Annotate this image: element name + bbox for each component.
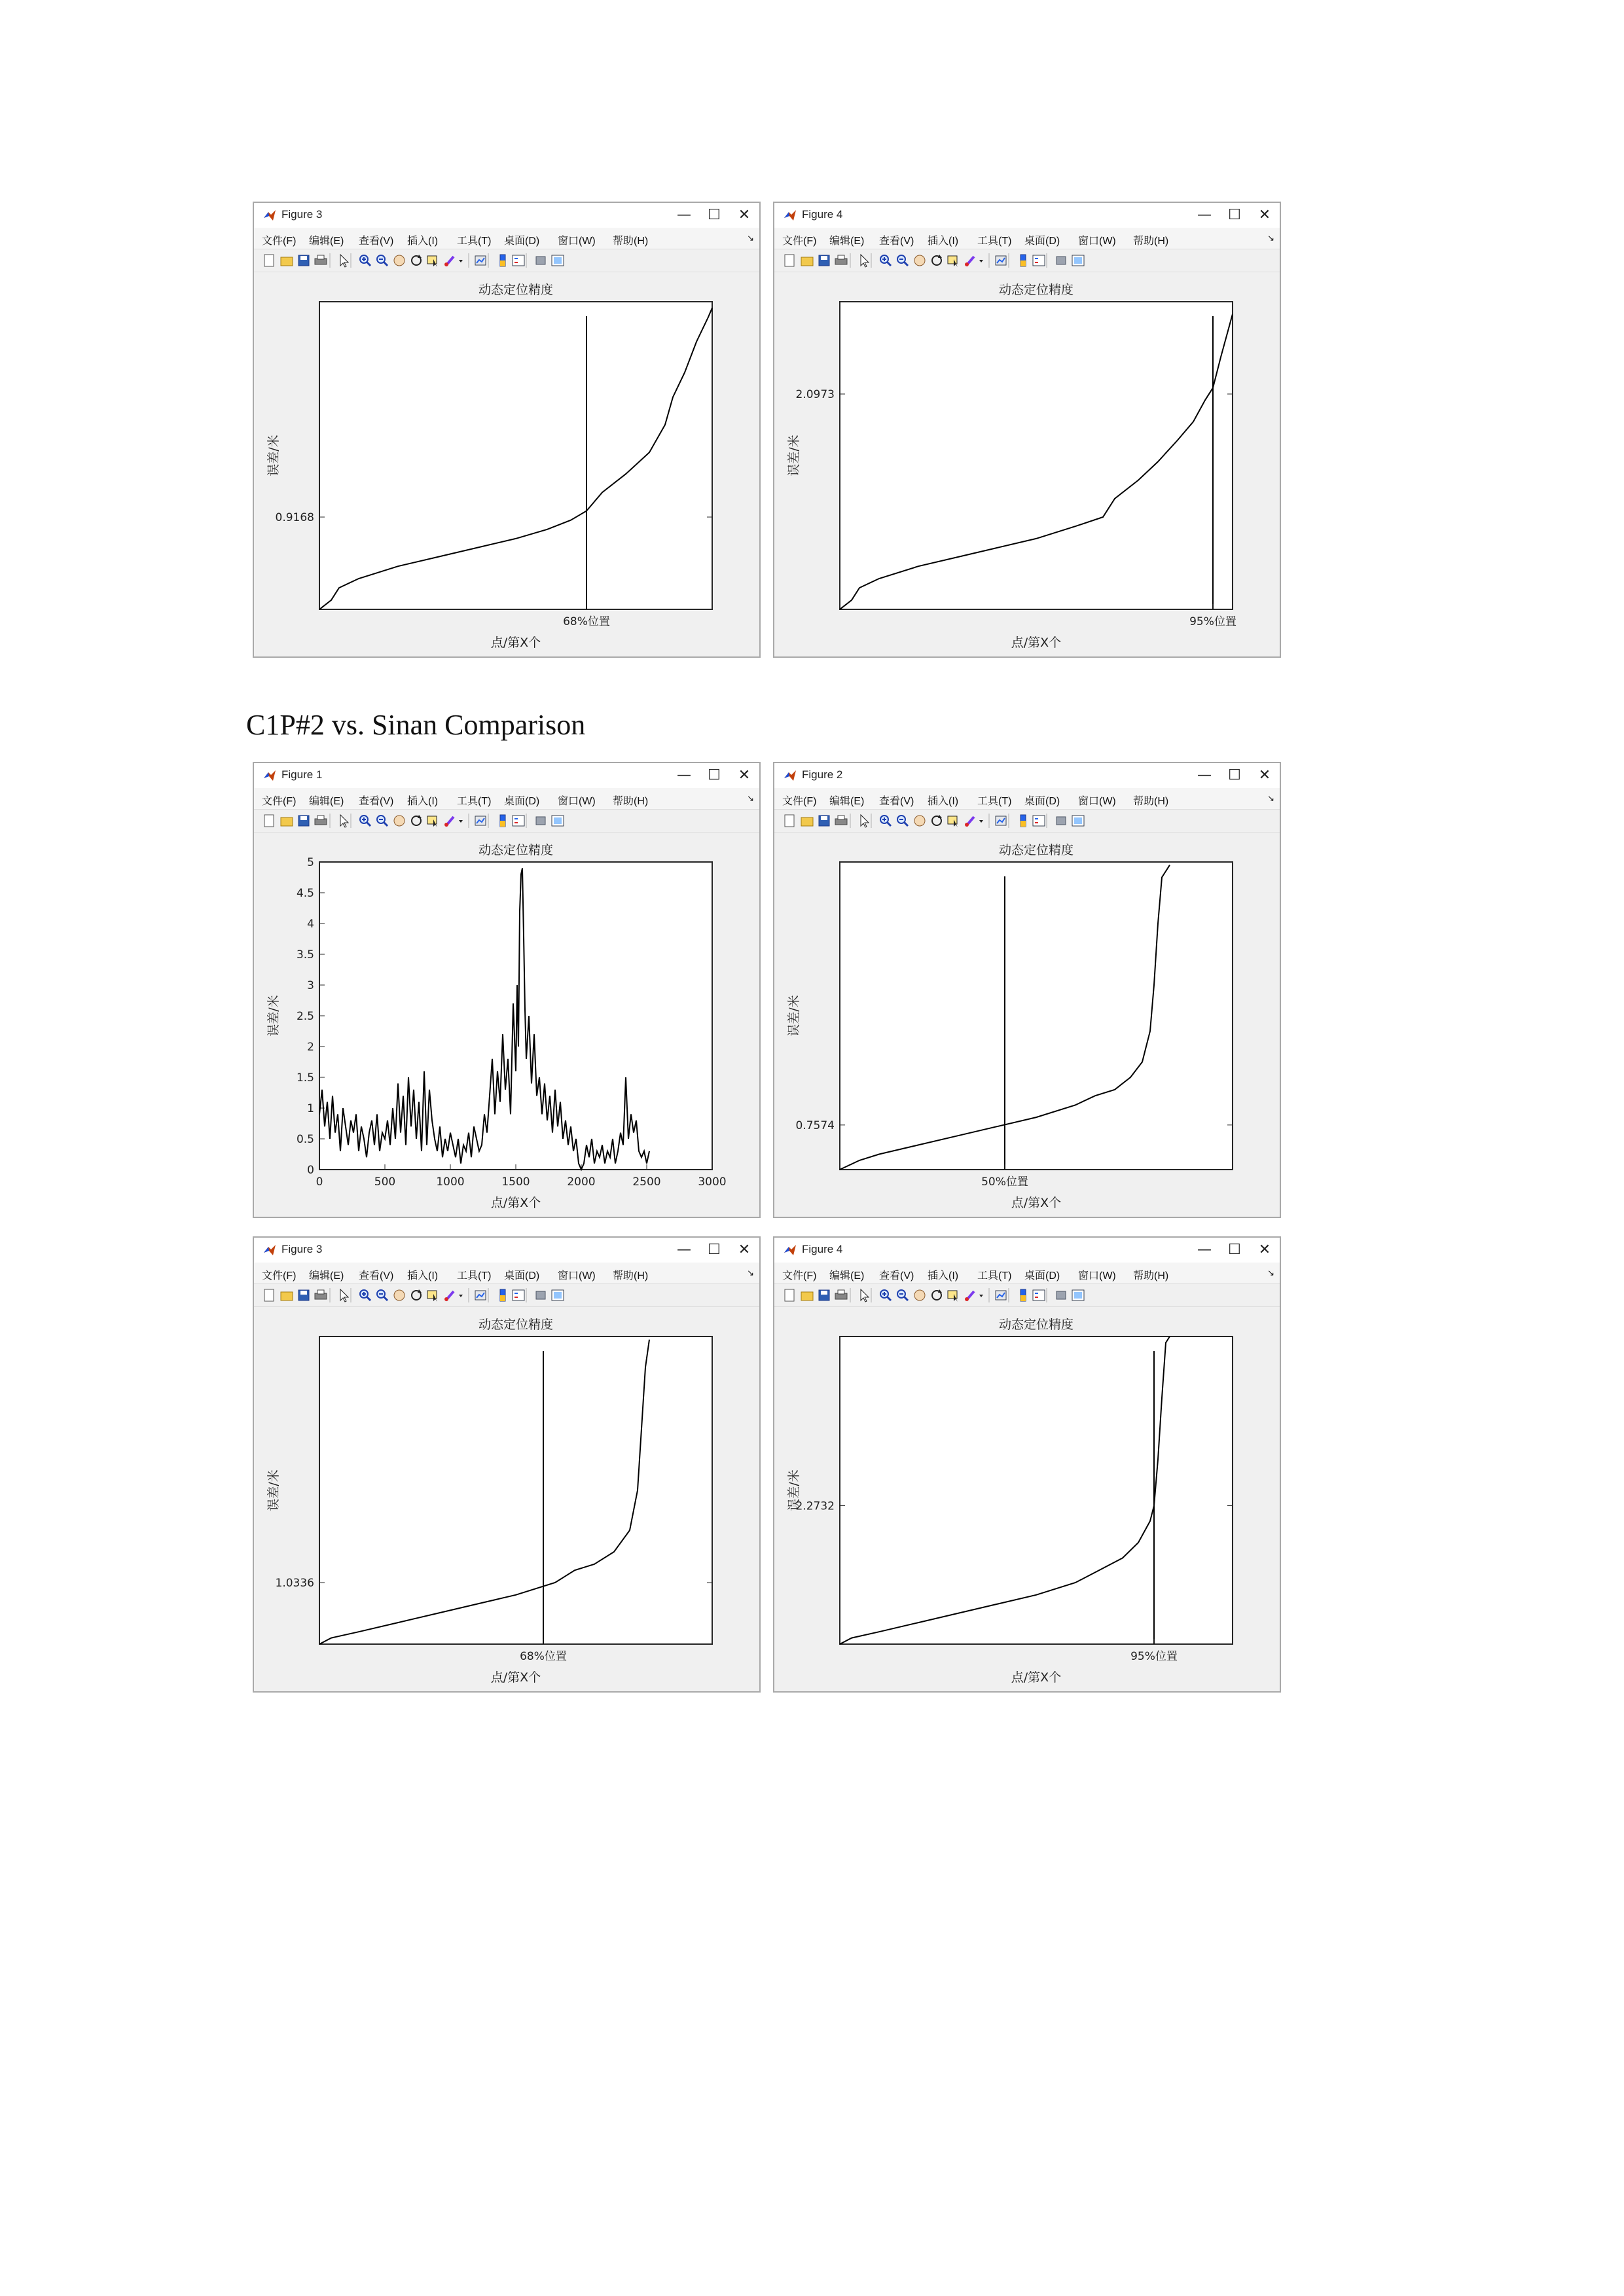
maximize-button[interactable]: ☐ [708,1242,721,1258]
hide-plot-tools-icon[interactable] [1056,1291,1066,1299]
close-button[interactable]: ✕ [1258,1242,1271,1258]
pan-icon[interactable] [914,255,925,266]
y-tick-label: 2.5 [296,1010,314,1023]
insert-legend-icon[interactable] [513,1290,524,1300]
chart-title: 动态定位精度 [998,283,1074,297]
insert-legend-icon[interactable] [1033,1290,1045,1300]
axes-box [840,1336,1233,1644]
window-title: Figure 3 [281,1243,323,1255]
y-tick-label: 1.0336 [275,1577,314,1590]
menu-item[interactable]: 工具(T) [457,796,492,807]
menu-item[interactable]: 帮助(H) [613,796,649,807]
figure-window [773,202,1281,658]
menu-bar [774,228,1280,249]
brush-dropdown-icon[interactable] [979,260,983,262]
insert-legend-icon[interactable] [1033,816,1045,826]
new-figure-icon[interactable] [785,1289,794,1301]
maximize-button[interactable]: ☐ [1228,207,1241,223]
maximize-button[interactable]: ☐ [1228,767,1241,783]
x-axis-label: 点/第X个 [490,1196,541,1210]
menu-item[interactable]: 帮助(H) [1133,236,1169,247]
dock-arrow-icon[interactable]: ↘ [747,793,754,803]
title-bar[interactable] [774,763,1280,788]
dock-arrow-icon[interactable]: ↘ [1267,233,1274,243]
open-file-icon[interactable] [801,1292,813,1300]
zoom-out-icon[interactable] [377,255,388,266]
menu-item[interactable]: 编辑(E) [309,236,344,247]
window-title: Figure 3 [281,208,323,221]
brush-dropdown-icon[interactable] [979,820,983,823]
rotate-3d-icon[interactable] [932,815,942,825]
open-file-icon[interactable] [801,257,813,266]
menu-item[interactable]: 文件(F) [782,236,817,247]
close-button[interactable]: ✕ [1258,767,1271,783]
x-tick-label: 68%位置 [520,1650,567,1663]
figure-window [253,1236,761,1693]
y-tick-label: 2 [307,1041,314,1054]
axes-box [840,862,1233,1170]
zoom-out-icon[interactable] [897,816,908,826]
y-tick-label: 0.5 [296,1133,314,1146]
axes-box [319,1336,712,1644]
brush-icon[interactable] [444,1291,454,1301]
rotate-3d-icon[interactable] [932,1289,942,1300]
menu-item[interactable]: 插入(I) [928,236,959,247]
figure-toolbar [774,809,1280,833]
minimize-button[interactable]: — [1197,207,1212,223]
menu-item[interactable]: 查看(V) [879,1270,914,1282]
dock-arrow-icon[interactable]: ↘ [1267,793,1274,803]
menu-item[interactable]: 编辑(E) [309,796,344,807]
menu-item[interactable]: 桌面(D) [504,236,540,247]
title-bar[interactable] [254,763,759,788]
show-plot-tools-icon[interactable] [1072,255,1084,266]
y-tick-label: 2.2732 [795,1499,835,1513]
menu-item[interactable]: 桌面(D) [504,796,540,807]
y-axis-label: 误差/米 [787,435,801,476]
figure-window [253,762,761,1218]
close-button[interactable]: ✕ [738,767,751,783]
rotate-3d-icon[interactable] [412,815,422,825]
minimize-button[interactable]: — [677,207,691,223]
x-tick-label: 95%位置 [1189,615,1236,628]
brush-icon[interactable] [965,257,974,266]
menu-item[interactable]: 桌面(D) [1024,796,1060,807]
dock-arrow-icon[interactable]: ↘ [1267,1268,1274,1278]
show-plot-tools-icon[interactable] [552,255,564,266]
close-button[interactable]: ✕ [738,207,751,223]
rotate-3d-icon[interactable] [932,255,942,265]
menu-item[interactable]: 帮助(H) [613,1270,649,1282]
menu-item[interactable]: 查看(V) [879,236,914,247]
new-figure-icon[interactable] [264,255,274,266]
data-cursor-icon[interactable] [948,1291,958,1302]
plot-canvas [774,272,1280,656]
menu-item[interactable]: 查看(V) [359,796,394,807]
insert-colorbar-icon[interactable] [500,255,505,266]
print-icon[interactable] [315,816,327,825]
minimize-button[interactable]: — [677,1242,691,1258]
menu-item[interactable]: 帮助(H) [1133,796,1169,807]
window-title: Figure 1 [281,768,323,781]
zoom-in-icon[interactable] [360,255,370,266]
figure-toolbar [254,1283,759,1307]
print-icon[interactable] [835,1290,847,1299]
insert-legend-icon[interactable] [1033,255,1045,266]
x-tick-label: 500 [374,1175,396,1189]
save-icon[interactable] [298,255,309,266]
menu-item[interactable]: 帮助(H) [1133,1270,1169,1282]
menu-item[interactable]: 文件(F) [262,1270,297,1282]
y-tick-label: 1.5 [296,1071,314,1085]
matlab-icon [263,209,276,222]
plot-canvas [254,272,759,656]
brush-icon[interactable] [444,257,454,266]
zoom-in-icon[interactable] [360,1290,370,1300]
data-cursor-icon[interactable] [948,256,958,267]
menu-item[interactable]: 插入(I) [928,796,959,807]
figure-toolbar [774,1283,1280,1307]
zoom-in-icon[interactable] [880,1290,891,1300]
show-plot-tools-icon[interactable] [1072,816,1084,826]
zoom-out-icon[interactable] [377,1290,388,1300]
edit-plot-icon[interactable] [861,815,869,827]
brush-icon[interactable] [444,817,454,827]
new-figure-icon[interactable] [264,1289,274,1301]
pan-icon[interactable] [914,816,925,826]
hide-plot-tools-icon[interactable] [1056,257,1066,264]
title-bar[interactable] [774,1238,1280,1263]
brush-icon[interactable] [965,1291,974,1301]
link-plot-icon[interactable] [996,256,1006,265]
edit-plot-icon[interactable] [861,255,869,267]
new-figure-icon[interactable] [264,815,274,827]
save-icon[interactable] [819,255,829,266]
x-tick-label: 95%位置 [1130,1650,1178,1663]
x-tick-label: 68%位置 [563,615,610,628]
menu-item[interactable]: 文件(F) [782,796,817,807]
title-bar[interactable] [254,203,759,228]
matlab-icon [263,1244,276,1257]
maximize-button[interactable]: ☐ [708,767,721,783]
edit-plot-icon[interactable] [340,255,348,267]
menu-item[interactable]: 查看(V) [359,1270,394,1282]
matlab-icon [784,769,797,782]
menu-item[interactable]: 工具(T) [977,236,1012,247]
maximize-button[interactable]: ☐ [1228,1242,1241,1258]
save-icon[interactable] [298,1290,309,1300]
insert-colorbar-icon[interactable] [1020,815,1026,827]
menu-item[interactable]: 窗口(W) [1078,1270,1116,1282]
menu-item[interactable]: 窗口(W) [1078,796,1116,807]
window-title: Figure 2 [802,768,843,781]
insert-legend-icon[interactable] [513,816,524,826]
plot-canvas [254,833,759,1217]
dock-arrow-icon[interactable]: ↘ [747,233,754,243]
y-tick-label: 3.5 [296,948,314,961]
link-plot-icon[interactable] [475,1291,486,1300]
data-cursor-icon[interactable] [948,816,958,827]
insert-colorbar-icon[interactable] [1020,255,1026,266]
menu-item[interactable]: 编辑(E) [309,1270,344,1282]
matlab-icon [263,769,276,782]
figure-toolbar [774,249,1280,272]
plot-canvas [774,833,1280,1217]
brush-icon[interactable] [965,817,974,827]
show-plot-tools-icon[interactable] [552,1290,564,1300]
print-icon[interactable] [315,255,327,264]
y-tick-label: 3 [307,979,314,992]
section-heading: C1P#2 vs. Sinan Comparison [246,709,586,741]
x-axis-label: 点/第X个 [1011,1670,1062,1685]
open-file-icon[interactable] [281,1292,293,1300]
x-tick-label: 0 [316,1175,323,1189]
new-figure-icon[interactable] [785,255,794,266]
axes-box [319,302,712,609]
y-tick-label: 5 [307,856,314,869]
chart-title: 动态定位精度 [998,843,1074,857]
zoom-out-icon[interactable] [897,1290,908,1300]
data-cursor-icon[interactable] [427,256,437,267]
rotate-3d-icon[interactable] [412,1289,422,1300]
figure-window [253,202,761,658]
menu-item[interactable]: 插入(I) [928,1270,959,1282]
x-axis-label: 点/第X个 [1011,1196,1062,1210]
menu-item[interactable]: 编辑(E) [829,236,865,247]
maximize-button[interactable]: ☐ [708,207,721,223]
save-icon[interactable] [298,816,309,826]
menu-item[interactable]: 窗口(W) [558,236,596,247]
menu-item[interactable]: 桌面(D) [1024,1270,1060,1282]
menu-item[interactable]: 窗口(W) [558,1270,596,1282]
print-icon[interactable] [835,255,847,264]
pan-icon[interactable] [394,816,405,826]
brush-dropdown-icon[interactable] [459,260,463,262]
insert-colorbar-icon[interactable] [500,1289,505,1301]
link-plot-icon[interactable] [475,816,486,825]
menu-item[interactable]: 插入(I) [407,1270,439,1282]
x-tick-label: 3000 [698,1175,727,1189]
menu-item[interactable]: 查看(V) [359,236,394,247]
title-bar[interactable] [254,1238,759,1263]
show-plot-tools-icon[interactable] [1072,1290,1084,1300]
menu-item[interactable]: 插入(I) [407,796,439,807]
hide-plot-tools-icon[interactable] [536,817,545,825]
zoom-out-icon[interactable] [897,255,908,266]
x-tick-label: 1000 [436,1175,465,1189]
menu-item[interactable]: 文件(F) [262,796,297,807]
y-axis-label: 误差/米 [266,1469,281,1511]
menu-bar [774,1263,1280,1283]
y-axis-label: 误差/米 [787,995,801,1037]
link-plot-icon[interactable] [475,256,486,265]
menu-item[interactable]: 桌面(D) [504,1270,540,1282]
figure-toolbar [254,809,759,833]
x-tick-label: 2000 [567,1175,596,1189]
pan-icon[interactable] [394,1290,405,1300]
menu-item[interactable]: 窗口(W) [1078,236,1116,247]
x-tick-label: 1500 [501,1175,530,1189]
hide-plot-tools-icon[interactable] [536,1291,545,1299]
y-tick-label: 4.5 [296,887,314,900]
matlab-icon [784,1244,797,1257]
show-plot-tools-icon[interactable] [552,816,564,826]
pan-icon[interactable] [394,255,405,266]
menu-bar [254,1263,759,1283]
data-cursor-icon[interactable] [427,816,437,827]
save-icon[interactable] [819,816,829,826]
menu-item[interactable]: 帮助(H) [613,236,649,247]
brush-dropdown-icon[interactable] [459,820,463,823]
window-title: Figure 4 [802,1243,843,1255]
x-axis-label: 点/第X个 [1011,636,1062,650]
axes-box [840,302,1233,609]
insert-legend-icon[interactable] [513,255,524,266]
chart-title: 动态定位精度 [478,1318,554,1332]
pan-icon[interactable] [914,1290,925,1300]
menu-item[interactable]: 编辑(E) [829,1270,865,1282]
rotate-3d-icon[interactable] [412,255,422,265]
plot-canvas [774,1307,1280,1691]
zoom-out-icon[interactable] [377,816,388,826]
plot-canvas [254,1307,759,1691]
y-tick-label: 4 [307,918,314,931]
dock-arrow-icon[interactable]: ↘ [747,1268,754,1278]
menu-bar [774,788,1280,809]
close-button[interactable]: ✕ [1258,207,1271,223]
menu-item[interactable]: 桌面(D) [1024,236,1060,247]
menu-item[interactable]: 工具(T) [977,1270,1012,1282]
edit-plot-icon[interactable] [340,815,348,827]
brush-dropdown-icon[interactable] [459,1295,463,1297]
zoom-in-icon[interactable] [360,816,370,826]
menu-item[interactable]: 工具(T) [457,1270,492,1282]
save-icon[interactable] [819,1290,829,1300]
figure-toolbar [254,249,759,272]
brush-dropdown-icon[interactable] [979,1295,983,1297]
insert-colorbar-icon[interactable] [500,815,505,827]
close-button[interactable]: ✕ [738,1242,751,1258]
y-axis-label: 误差/米 [266,995,281,1037]
figure-window [773,1236,1281,1693]
menu-item[interactable]: 编辑(E) [829,796,865,807]
chart-title: 动态定位精度 [998,1318,1074,1332]
x-axis-label: 点/第X个 [490,636,541,650]
title-bar[interactable] [774,203,1280,228]
minimize-button[interactable]: — [677,767,691,783]
minimize-button[interactable]: — [1197,767,1212,783]
y-tick-label: 0.9168 [275,511,314,524]
menu-item[interactable]: 文件(F) [782,1270,817,1282]
open-file-icon[interactable] [281,257,293,266]
print-icon[interactable] [835,816,847,825]
y-tick-label: 0.7574 [795,1119,835,1132]
matlab-icon [784,209,797,222]
edit-plot-icon[interactable] [340,1289,348,1302]
x-tick-label: 2500 [632,1175,661,1189]
y-tick-label: 2.0973 [795,388,835,401]
hide-plot-tools-icon[interactable] [536,257,545,264]
link-plot-icon[interactable] [996,816,1006,825]
insert-colorbar-icon[interactable] [1020,1289,1026,1301]
zoom-in-icon[interactable] [880,816,891,826]
edit-plot-icon[interactable] [861,1289,869,1302]
zoom-in-icon[interactable] [880,255,891,266]
menu-item[interactable]: 窗口(W) [558,796,596,807]
window-title: Figure 4 [802,208,843,221]
menu-bar [254,228,759,249]
chart-title: 动态定位精度 [478,283,554,297]
x-tick-label: 50%位置 [981,1175,1028,1189]
y-axis-label: 误差/米 [266,435,281,476]
y-tick-label: 1 [307,1102,314,1115]
menu-item[interactable]: 文件(F) [262,236,297,247]
open-file-icon[interactable] [801,817,813,826]
x-axis-label: 点/第X个 [490,1670,541,1685]
hide-plot-tools-icon[interactable] [1056,817,1066,825]
y-axis-label: 误差/米 [787,1469,801,1511]
minimize-button[interactable]: — [1197,1242,1212,1258]
menu-item[interactable]: 插入(I) [407,236,439,247]
data-cursor-icon[interactable] [427,1291,437,1302]
menu-item[interactable]: 工具(T) [977,796,1012,807]
link-plot-icon[interactable] [996,1291,1006,1300]
figure-window [773,762,1281,1218]
new-figure-icon[interactable] [785,815,794,827]
chart-title: 动态定位精度 [478,843,554,857]
open-file-icon[interactable] [281,817,293,826]
menu-item[interactable]: 工具(T) [457,236,492,247]
print-icon[interactable] [315,1290,327,1299]
y-tick-label: 0 [307,1164,314,1177]
menu-bar [254,788,759,809]
menu-item[interactable]: 查看(V) [879,796,914,807]
